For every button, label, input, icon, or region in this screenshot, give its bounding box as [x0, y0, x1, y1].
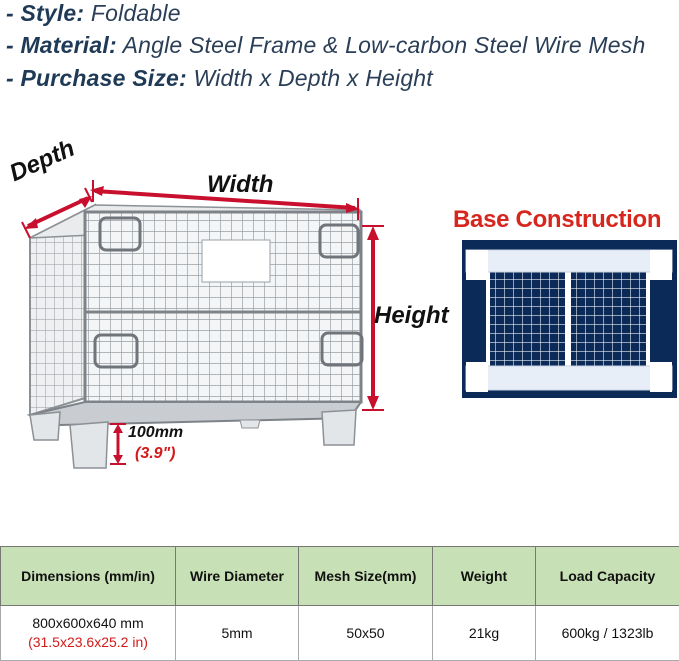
spec-key: - Material: — [6, 32, 117, 58]
spec-table — [0, 546, 679, 661]
label-plate — [202, 240, 270, 282]
table-header-row — [1, 547, 679, 606]
dimensions-mm: 800x600x640 mm — [2, 614, 174, 633]
table-row — [1, 606, 679, 661]
header-mesh-size: Mesh Size(mm) — [299, 547, 433, 606]
foot-height-imperial-label: (3.9") — [135, 445, 175, 463]
header-dimensions: Dimensions (mm/in) — [1, 547, 176, 606]
header-wire-diameter: Wire Diameter — [176, 547, 299, 606]
height-label: Height — [374, 302, 449, 330]
spec-key: - Purchase Size: — [6, 65, 187, 91]
spec-value: Angle Steel Frame & Low-carbon Steel Wire Mesh — [117, 32, 646, 58]
spec-value: Foldable — [84, 0, 180, 26]
cell-dimensions — [1, 606, 176, 661]
cell-weight: 21kg — [433, 606, 536, 661]
cell-mesh-size: 50x50 — [299, 606, 433, 661]
header-weight: Weight — [433, 547, 536, 606]
foot-height-label: 100mm — [128, 424, 183, 442]
base-construction-title: Base Construction — [453, 206, 661, 234]
header-load-capacity: Load Capacity — [536, 547, 679, 606]
depth-label: Depth — [6, 135, 80, 188]
cell-load-capacity: 600kg / 1323lb — [536, 606, 679, 661]
spec-value: Width x Depth x Height — [187, 65, 433, 91]
width-label: Width — [207, 171, 273, 199]
cell-wire-diameter: 5mm — [176, 606, 299, 661]
dimensions-in: (31.5x23.6x25.2 in) — [2, 633, 174, 652]
spec-key: - Style: — [6, 0, 84, 26]
